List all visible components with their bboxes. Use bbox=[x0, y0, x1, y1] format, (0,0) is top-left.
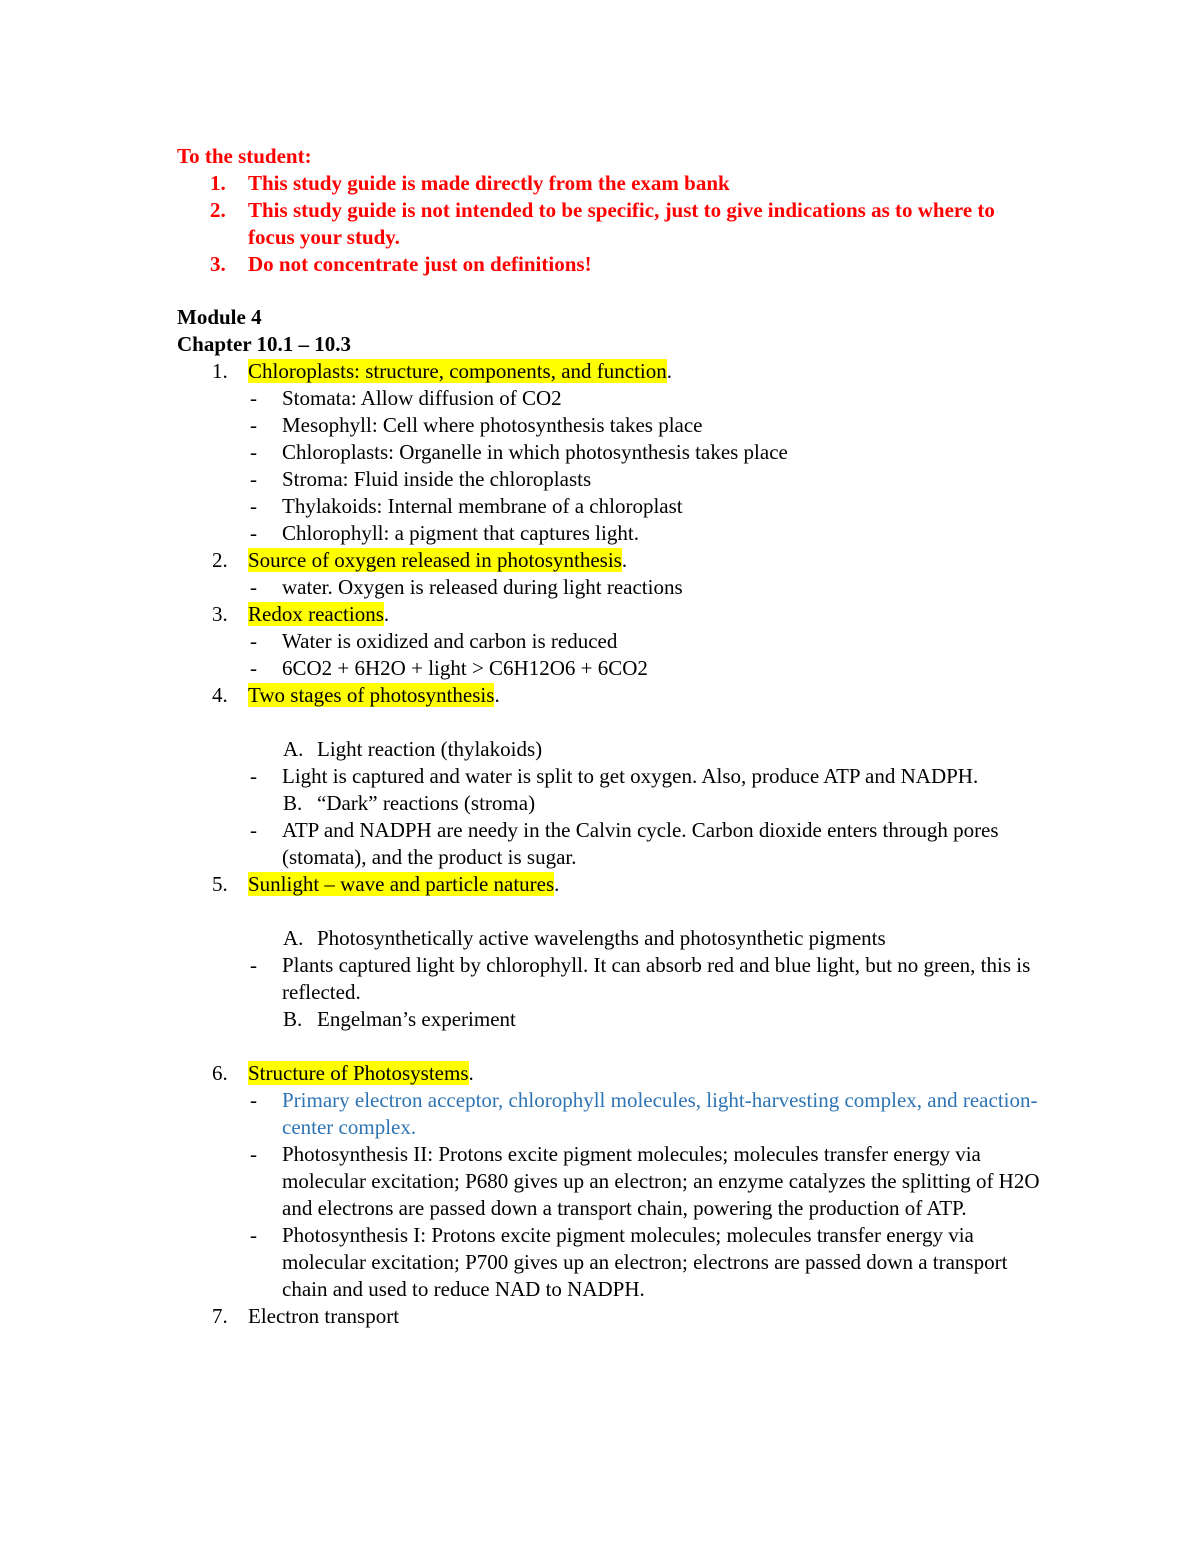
sub-item-text: Engelman’s experiment bbox=[317, 1007, 516, 1031]
topic-heading: Redox reactions bbox=[248, 602, 384, 626]
dash-marker: - bbox=[250, 1088, 257, 1112]
topic-number: 7. bbox=[212, 1304, 228, 1328]
notice-item-text: This study guide is not intended to be specific, just to give indications as to where to focus your study. bbox=[248, 198, 995, 249]
dash-marker: - bbox=[250, 656, 257, 680]
notice-item-number: 1. bbox=[210, 171, 226, 195]
sub-item-text: Light reaction (thylakoids) bbox=[317, 737, 543, 761]
bullet-text: Stroma: Fluid inside the chloroplasts bbox=[282, 467, 592, 491]
notice-item-text: This study guide is made directly from the exam bank bbox=[248, 171, 730, 195]
topic-heading-period: . bbox=[383, 602, 390, 626]
topic-heading-period: . bbox=[494, 683, 500, 707]
dash-marker: - bbox=[250, 818, 257, 842]
bullet-point bbox=[177, 817, 1057, 871]
dash-marker: - bbox=[250, 386, 257, 410]
dash-marker: - bbox=[250, 1223, 257, 1247]
dash-marker: - bbox=[250, 629, 257, 653]
bullet-text: Plants captured light by chlorophyll. It can absorb red and blue light, but no green, this is reflected. bbox=[282, 953, 1031, 1004]
topic-item bbox=[177, 682, 1057, 709]
bullet-text: Chloroplasts: Organelle in which photosynthesis takes place bbox=[282, 440, 788, 464]
bullet-point bbox=[177, 385, 1057, 412]
dash-marker: - bbox=[250, 1142, 257, 1166]
dash-marker: - bbox=[250, 494, 257, 518]
bullet-point bbox=[177, 520, 1057, 547]
topic-heading: Chloroplasts: structure, components, and function bbox=[248, 359, 667, 383]
topic-number: 4. bbox=[212, 683, 228, 707]
topic-item bbox=[177, 601, 1057, 628]
bullet-text: 6CO2 + 6H2O + light > C6H12O6 + 6CO2 bbox=[282, 656, 648, 680]
bullet-text: Thylakoids: Internal membrane of a chloroplast bbox=[282, 494, 683, 518]
bullet-text: Primary electron acceptor, chlorophyll molecules, light-harvesting complex, and reaction-center complex. bbox=[282, 1088, 1038, 1139]
dash-marker: - bbox=[250, 467, 257, 491]
blank-line bbox=[177, 709, 1057, 736]
chapter-title: Chapter 10.1 – 10.3 bbox=[177, 332, 352, 356]
blank-line bbox=[177, 898, 1057, 925]
topic-heading: Source of oxygen released in photosynthesis bbox=[248, 548, 622, 572]
sub-item bbox=[177, 736, 1057, 763]
blank-line bbox=[177, 1033, 1057, 1060]
notice-item-number: 3. bbox=[210, 252, 226, 276]
bullet-point bbox=[177, 574, 1057, 601]
topic-item bbox=[177, 1060, 1057, 1087]
topic-item bbox=[177, 547, 1057, 574]
dash-marker: - bbox=[250, 521, 257, 545]
topic-number: 1. bbox=[212, 359, 228, 383]
topic-heading-period: . bbox=[666, 359, 673, 383]
bullet-point bbox=[177, 1222, 1057, 1303]
sub-item-letter: B. bbox=[283, 791, 303, 815]
student-notice bbox=[177, 143, 1037, 278]
bullet-point bbox=[177, 1141, 1057, 1222]
bullet-point bbox=[177, 628, 1057, 655]
topic-heading: Sunlight – wave and particle natures bbox=[248, 872, 555, 896]
topic-item bbox=[177, 358, 1057, 385]
sub-item-text: Photosynthetically active wavelengths and photosynthetic pigments bbox=[317, 926, 886, 950]
topic-heading-period: . bbox=[554, 872, 560, 896]
bullet-text: Stomata: Allow diffusion of CO2 bbox=[282, 386, 562, 410]
topic-number: 5. bbox=[212, 872, 228, 896]
sub-item-letter: B. bbox=[283, 1007, 303, 1031]
bullet-point bbox=[177, 466, 1057, 493]
bullet-point bbox=[177, 763, 1057, 790]
sub-item-text: “Dark” reactions (stroma) bbox=[317, 791, 536, 815]
bullet-point bbox=[177, 412, 1057, 439]
topic-number: 2. bbox=[212, 548, 228, 572]
notice-item-number: 2. bbox=[210, 198, 226, 222]
bullet-point bbox=[177, 952, 1057, 1006]
notice-title: To the student: bbox=[177, 144, 312, 168]
bullet-text: Photosynthesis II: Protons excite pigment molecules; molecules transfer energy via molecular excitation; P680 gives up an electron; an enzyme catalyzes the splitting of H2O and electrons are passed down a transport chain, powering the production of ATP. bbox=[282, 1142, 1040, 1220]
notice-item bbox=[177, 251, 1037, 278]
bullet-point bbox=[177, 439, 1057, 466]
topic-number: 3. bbox=[212, 602, 228, 626]
notice-item bbox=[177, 197, 1037, 251]
topic-heading-period: . bbox=[621, 548, 628, 572]
dash-marker: - bbox=[250, 440, 257, 464]
sub-item-letter: A. bbox=[283, 737, 304, 761]
topic-heading: Structure of Photosystems bbox=[248, 1061, 469, 1085]
dash-marker: - bbox=[250, 953, 257, 977]
bullet-text: ATP and NADPH are needy in the Calvin cycle. Carbon dioxide enters through pores (stomata), and the product is sugar. bbox=[282, 818, 999, 869]
notice-item-text: Do not concentrate just on definitions! bbox=[248, 252, 592, 276]
sub-item bbox=[177, 790, 1057, 817]
bullet-point bbox=[177, 493, 1057, 520]
bullet-text: Photosynthesis I: Protons excite pigment molecules; molecules transfer energy via molecular excitation; P700 gives up an electron; electrons are passed down a transport chain and used to reduce NAD to NADPH. bbox=[282, 1223, 1008, 1301]
dash-marker: - bbox=[250, 413, 257, 437]
sub-item bbox=[177, 925, 1057, 952]
module-header bbox=[177, 304, 1057, 358]
topic-item bbox=[177, 1303, 1057, 1330]
sub-item-letter: A. bbox=[283, 926, 304, 950]
topic-heading: Electron transport bbox=[248, 1304, 400, 1328]
bullet-text: water. Oxygen is released during light reactions bbox=[282, 575, 683, 599]
module-title: Module 4 bbox=[177, 305, 262, 329]
notice-item bbox=[177, 170, 1037, 197]
bullet-text: Light is captured and water is split to get oxygen. Also, produce ATP and NADPH. bbox=[282, 764, 979, 788]
bullet-point bbox=[177, 1087, 1057, 1141]
bullet-text: Chlorophyll: a pigment that captures light. bbox=[282, 521, 639, 545]
bullet-text: Mesophyll: Cell where photosynthesis takes place bbox=[282, 413, 703, 437]
topic-list bbox=[177, 358, 1057, 1330]
topic-item bbox=[177, 871, 1057, 898]
topic-number: 6. bbox=[212, 1061, 228, 1085]
bullet-point bbox=[177, 655, 1057, 682]
topic-heading-period: . bbox=[468, 1061, 474, 1085]
bullet-text: Water is oxidized and carbon is reduced bbox=[282, 629, 618, 653]
dash-marker: - bbox=[250, 575, 257, 599]
sub-item bbox=[177, 1006, 1057, 1033]
topic-heading: Two stages of photosynthesis bbox=[248, 683, 495, 707]
dash-marker: - bbox=[250, 764, 257, 788]
